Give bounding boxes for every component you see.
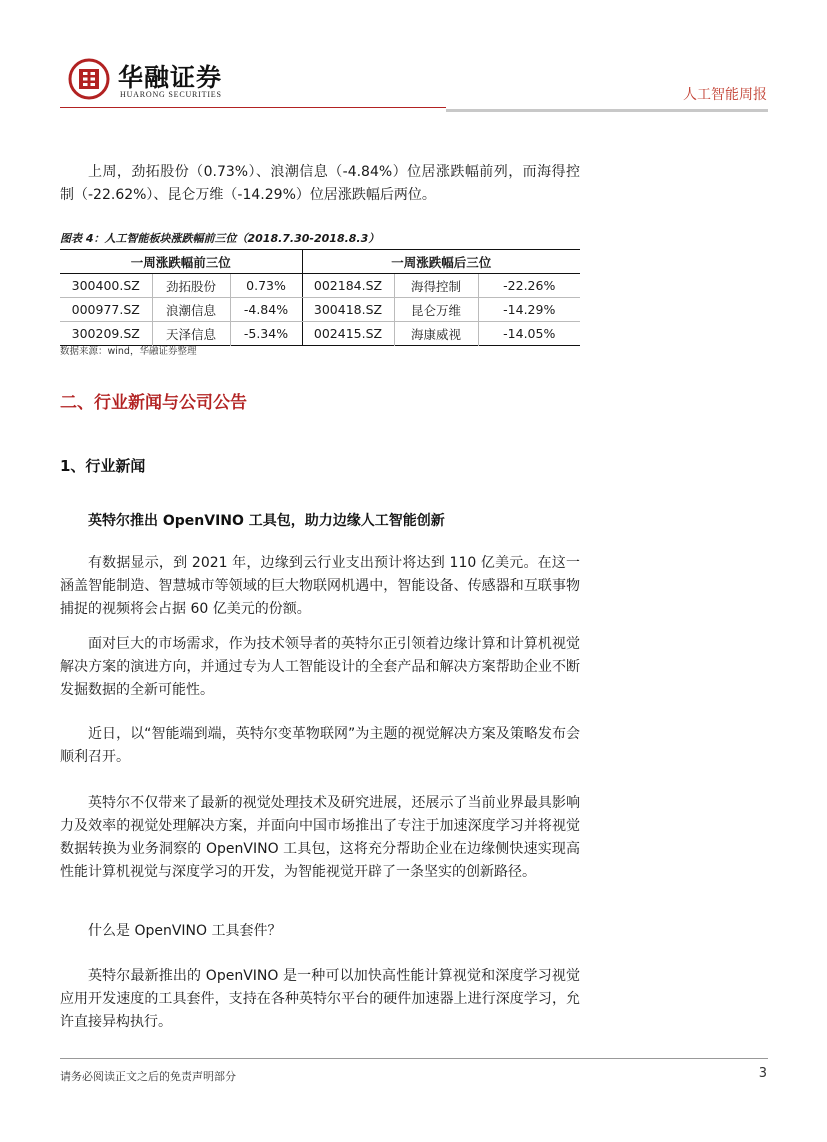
header-rule-red	[60, 107, 446, 108]
table-cell: 海得控制	[394, 274, 478, 298]
table-source: 数据来源：wind，华融证券整理	[60, 346, 197, 357]
table-cell: -14.05%	[478, 322, 580, 346]
table-header-row	[60, 250, 580, 274]
paragraph: 英特尔最新推出的 OpenVINO 是一种可以加快高性能计算视觉和深度学习视觉应用开发速度的工具套件，支持在各种英特尔平台的硬件加速器上进行深度学习，允许直接异构执行。	[60, 968, 580, 1030]
table-cell: -4.84%	[230, 298, 302, 322]
table-cell: 000977.SZ	[60, 298, 152, 322]
report-title: 人工智能周报	[683, 87, 767, 103]
performance-table	[60, 249, 580, 346]
table-caption: 图表 4：人工智能板块涨跌幅前三位（2018.7.30-2018.8.3）	[60, 232, 380, 245]
header-rule-gray	[446, 109, 768, 112]
table-cell: 昆仑万维	[394, 298, 478, 322]
brand-name: 华融证券	[118, 63, 223, 92]
paragraph: 英特尔不仅带来了最新的视觉处理技术及研究进展，还展示了当前业界最具影响力及效率的视觉处理解决方案，并面向中国市场推出了专注于加速深度学习并将视觉数据转换为业务洞察的 OpenVINO 工具包，这将充分帮助企业在边缘侧快速实现高性能计算机视觉与深度学习的开发，为智能视觉开辟了一条坚实的创新路径。	[60, 795, 580, 880]
footer-disclaimer: 请务必阅读正文之后的免责声明部分	[60, 1070, 236, 1083]
table-cell: -14.29%	[478, 298, 580, 322]
table-cell: 0.73%	[230, 274, 302, 298]
page-number: 3	[758, 1066, 767, 1081]
paragraph: 什么是 OpenVINO 工具套件？	[88, 923, 282, 939]
brand-name-en: HUARONG SECURITIES	[120, 90, 222, 99]
intro-paragraph: 上周，劲拓股份（0.73%）、浪潮信息（-4.84%）位居涨跌幅前列，而海得控制（-22.62%）、昆仑万维（-14.29%）位居涨跌幅后两位。	[60, 164, 580, 203]
sub-heading: 1、行业新闻	[60, 457, 146, 475]
table-cell: 002184.SZ	[302, 274, 394, 298]
huarong-logo-icon	[68, 58, 110, 100]
news-title: 英特尔推出 OpenVINO 工具包，助力边缘人工智能创新	[88, 513, 445, 529]
paragraph: 有数据显示，到 2021 年，边缘到云行业支出预计将达到 110 亿美元。在这一涵盖智能制造、智慧城市等领域的巨大物联网机遇中，智能设备、传感器和互联事物捕捉的视频将会占据 60 亿美元的份额。	[60, 555, 580, 617]
table-row	[60, 322, 580, 346]
table-row	[60, 274, 580, 298]
table-cell: 300209.SZ	[71, 326, 140, 341]
table-row	[60, 298, 580, 322]
footer-rule	[60, 1058, 768, 1059]
table-cell: 300418.SZ	[302, 298, 394, 322]
table-cell: 天泽信息	[152, 322, 230, 346]
table-cell: 劲拓股份	[152, 274, 230, 298]
table-cell: 300400.SZ	[60, 274, 152, 298]
table-cell: 浪潮信息	[152, 298, 230, 322]
paragraph: 面对巨大的市场需求，作为技术领导者的英特尔正引领着边缘计算和计算机视觉解决方案的演进方向，并通过专为人工智能设计的全套产品和解决方案帮助企业不断发掘数据的全新可能性。	[60, 636, 580, 698]
table-header-top: 一周涨跌幅前三位	[60, 250, 302, 274]
table-header-bottom: 一周涨跌幅后三位	[302, 250, 580, 274]
section-heading: 二、行业新闻与公司公告	[60, 393, 247, 413]
table-cell: -22.26%	[478, 274, 580, 298]
table-cell: 002415.SZ	[302, 322, 394, 346]
table-cell: 海康威视	[394, 322, 478, 346]
paragraph: 近日，以“智能端到端，英特尔变革物联网”为主题的视觉解决方案及策略发布会顺利召开。	[60, 726, 580, 765]
table-cell: -5.34%	[230, 322, 302, 346]
